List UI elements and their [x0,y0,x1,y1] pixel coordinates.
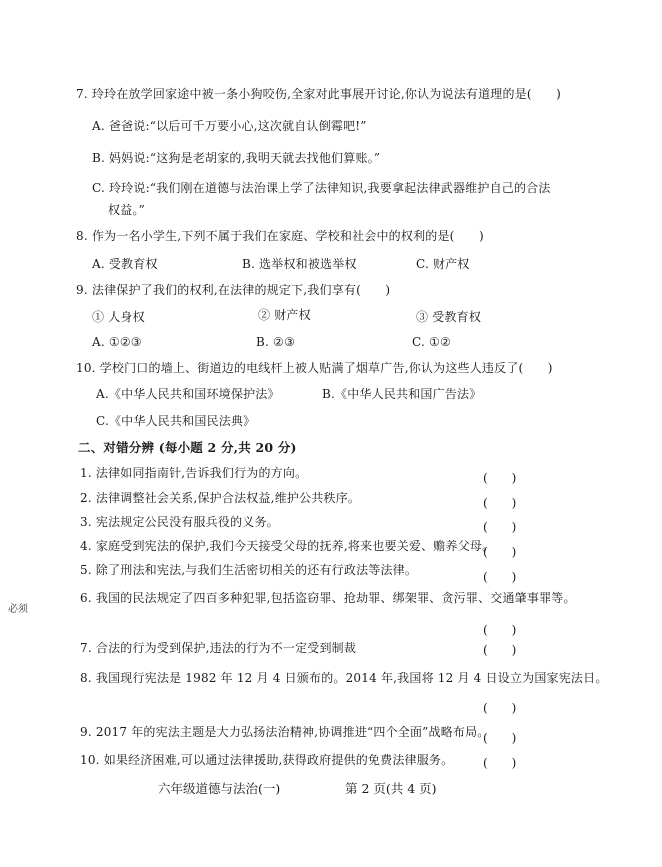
q9-item-3: ③ 受教育权 [416,310,482,324]
judge-answer-blank-5[interactable]: ( ) [483,570,517,584]
judge-item-8: 8. 我国现行宪法是 1982 年 12 月 4 日颁布的。2014 年,我国将 12 月 4 日设立为国家宪法日。 [80,671,608,685]
judge-item-2: 2. 法律调整社会关系,保护合法权益,维护公共秩序。 [80,491,361,505]
q7-option-a: A. 爸爸说:“以后可千万要小心,这次就自认倒霉吧!” [92,119,367,133]
q9-stem: 9. 法律保护了我们的权利,在法律的规定下,我们享有( ) [76,283,391,297]
q7-option-c: C. 玲玲说:“我们刚在道德与法治课上学了法律知识,我要拿起法律武器维护自己的合法 [92,181,551,195]
q10-option-c: C.《中华人民共和国民法典》 [96,414,256,428]
section-heading-true-false: 二、对错分辨 (每小题 2 分,共 20 分) [78,440,297,455]
judge-answer-blank-9[interactable]: ( ) [483,731,517,745]
q10-option-a: A.《中华人民共和国环境保护法》 [96,387,280,401]
q8-stem: 8. 作为一名小学生,下列不属于我们在家庭、学校和社会中的权利的是( ) [76,229,484,243]
judge-answer-blank-6[interactable]: ( ) [483,623,517,637]
judge-item-3: 3. 宪法规定公民没有服兵役的义务。 [80,515,279,529]
judge-answer-blank-8[interactable]: ( ) [483,701,517,715]
judge-answer-blank-3[interactable]: ( ) [483,520,517,534]
q9-item-1: ① 人身权 [92,310,145,324]
q10-stem: 10. 学校门口的墙上、街道边的电线杆上被人贴满了烟草广告,你认为这些人违反了( ) [76,361,553,375]
judge-item-6: 6. 我国的民法规定了四百多种犯罪,包括盗窃罪、抢劫罪、绑架罪、贪污罪、交通肇事罪等。 [80,591,576,605]
q7-option-c-cont: 权益。” [108,203,145,217]
judge-item-5: 5. 除了刑法和宪法,与我们生活密切相关的还有行政法等法律。 [80,563,418,577]
judge-item-4: 4. 家庭受到宪法的保护,我们今天接受父母的抚养,将来也要关爱、赡养父母。 [80,539,495,553]
q9-option-a: A. ①②③ [92,335,142,349]
q9-option-c: C. ①② [412,335,451,349]
footer-page-number: 第 2 页(共 4 页) [345,781,437,796]
footer-subject: 六年级道德与法治(一) [158,781,281,796]
q7-option-b: B. 妈妈说:“这狗是老胡家的,我明天就去找他们算账。” [92,151,381,165]
q8-option-b: B. 选举权和被选举权 [242,257,357,271]
margin-note: 必须 [8,604,28,615]
q10-option-b: B.《中华人民共和国广告法》 [322,387,482,401]
q9-option-b: B. ②③ [256,335,295,349]
judge-answer-blank-1[interactable]: ( ) [483,471,517,485]
judge-item-10: 10. 如果经济困难,可以通过法律援助,获得政府提供的免费法律服务。 [80,753,454,767]
judge-answer-blank-10[interactable]: ( ) [483,756,517,770]
judge-answer-blank-4[interactable]: ( ) [483,545,517,559]
judge-item-7: 7. 合法的行为受到保护,违法的行为不一定受到制裁 [80,641,357,655]
q8-option-a: A. 受教育权 [92,257,158,271]
judge-answer-blank-7[interactable]: ( ) [483,643,517,657]
q9-item-2: ② 财产权 [258,308,311,322]
q8-option-c: C. 财产权 [416,257,470,271]
judge-item-1: 1. 法律如同指南针,告诉我们行为的方向。 [80,466,308,480]
judge-answer-blank-2[interactable]: ( ) [483,496,517,510]
q7-stem: 7. 玲玲在放学回家途中被一条小狗咬伤,全家对此事展开讨论,你认为说法有道理的是( ) [76,87,562,101]
judge-item-9: 9. 2017 年的宪法主题是大力弘扬法治精神,协调推进“四个全面”战略布局。 [80,725,490,739]
